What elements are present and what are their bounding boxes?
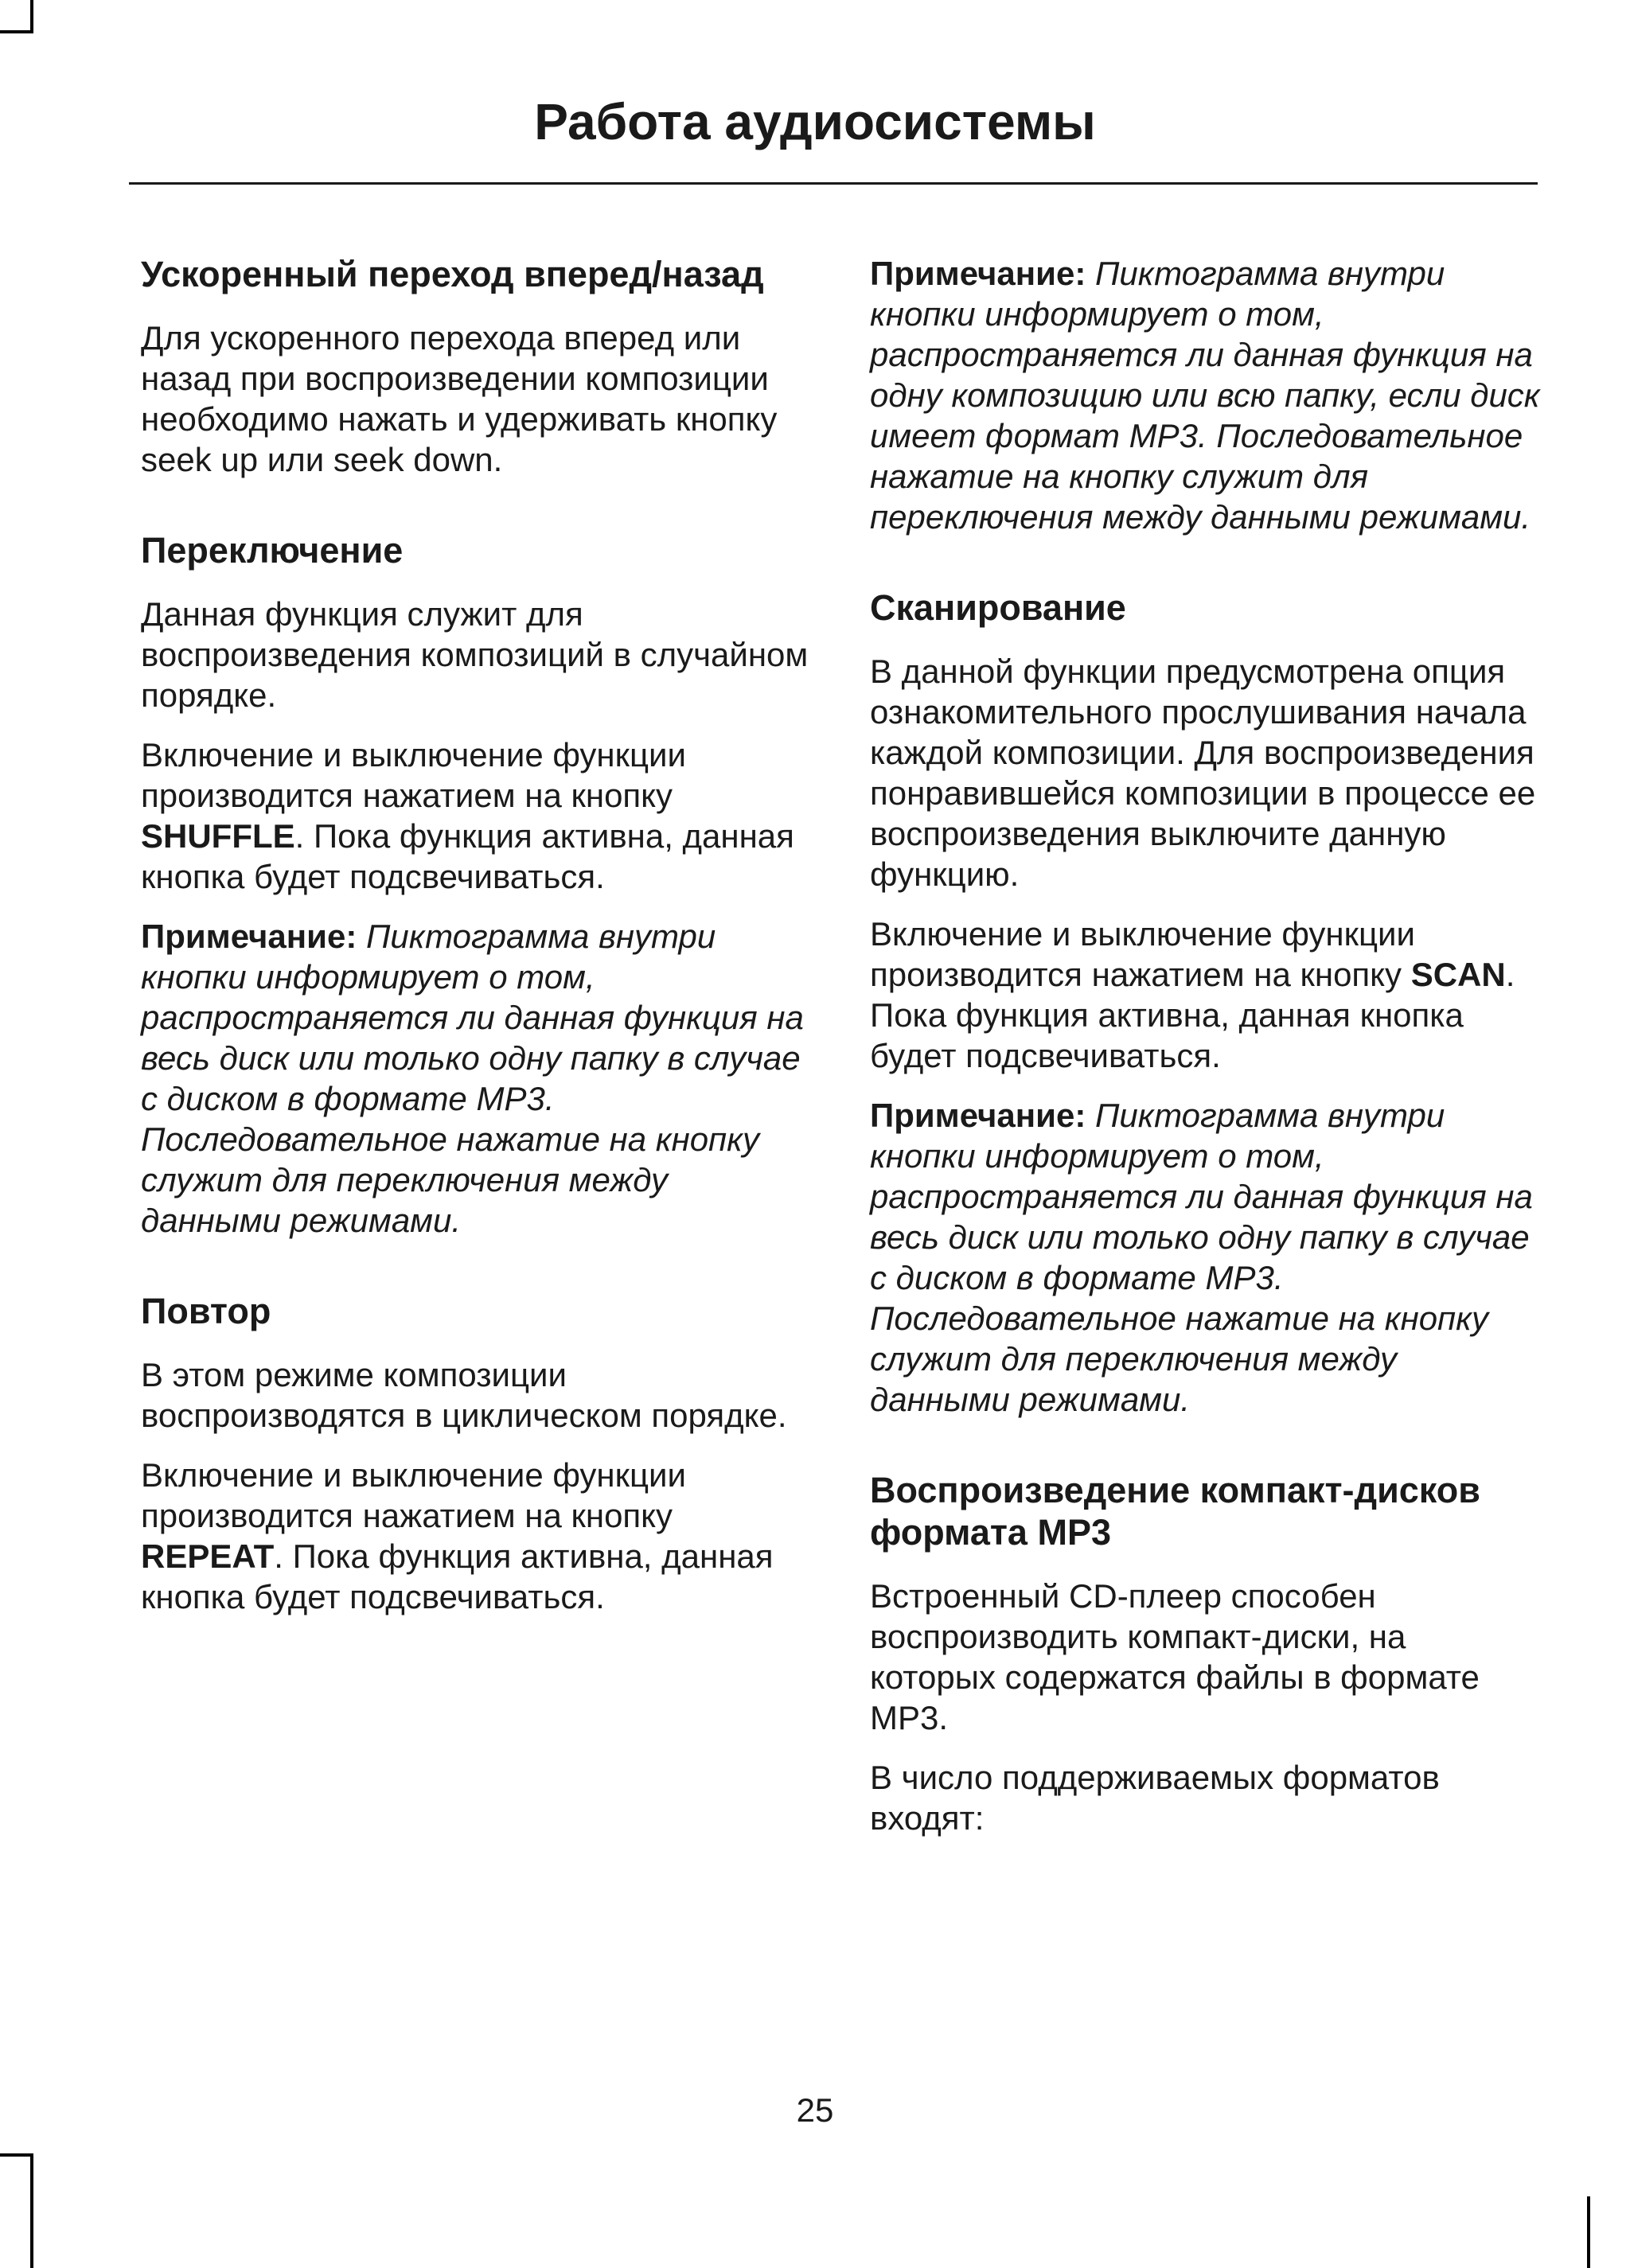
repeat-heading: Повтор [141, 1291, 271, 1331]
scan-text: В данной функции предусмотрена опция ознакомительного прослушивания начала каждой композиции. Для воспроизведения понравившейся композиции в процессе ее воспроизведения выключите данную функцию. [870, 653, 1536, 893]
scan-heading: Сканирование [870, 587, 1126, 628]
crop-mark-bottom-left-horizontal [0, 2153, 33, 2157]
repeat-note [870, 253, 1540, 537]
scan-button-name: SCAN [1410, 956, 1506, 993]
right-column [870, 253, 1540, 1857]
scan-toggle-text: Включение и выключение функции производится нажатием на кнопку SCAN. Пока функция активна, данная кнопка будет подсвечиваться. [870, 915, 1515, 1074]
repeat-toggle-text: Включение и выключение функции производится нажатием на кнопку REPEAT. Пока функция активна, данная кнопка будет подсвечиваться. [141, 1456, 774, 1615]
note-text: Пиктограмма внутри кнопки информирует о том, распространяется ли данная функция на весь диск или только одну папку в случае с диском в формате MP3. Последовательное нажатие на кнопку служит для переключения между данными режимами. [870, 1097, 1533, 1418]
repeat-button-name: REPEAT [141, 1537, 275, 1575]
shuffle-note [141, 916, 811, 1241]
note-label: Примечание: [870, 255, 1086, 292]
fast-forward-text: Для ускоренного перехода вперед или назад при воспроизведении композиции необходимо нажать и удерживать кнопку seek up или seek down. [141, 319, 778, 478]
crop-mark-top-left-vertical [30, 0, 33, 32]
repeat-text: В этом режиме композиции воспроизводятся в циклическом порядке. [141, 1356, 787, 1434]
crop-mark-bottom-left-vertical [30, 2153, 33, 2268]
note-text: Пиктограмма внутри кнопки информирует о том, распространяется ли данная функция на одну композицию или всю папку, если диск имеет формат MP3. Последовательное нажатие на кнопку служит для переключения между данными режимами. [870, 255, 1540, 536]
crop-mark-bottom-right-vertical [1587, 2196, 1590, 2268]
note-label: Примечание: [141, 918, 357, 955]
note-text: Пиктограмма внутри кнопки информирует о том, распространяется ли данная функция на весь диск или только одну папку в случае с диском в формате MP3. Последовательное нажатие на кнопку служит для переключения между данными режимами. [141, 918, 804, 1239]
fast-forward-heading: Ускоренный переход вперед/назад [141, 254, 764, 294]
note-label: Примечание: [870, 1097, 1086, 1134]
mp3-formats-text: В число поддерживаемых форматов входят: [870, 1759, 1440, 1837]
shuffle-button-name: SHUFFLE [141, 817, 295, 855]
title-divider [129, 182, 1538, 185]
left-column [141, 253, 811, 1636]
shuffle-heading: Переключение [141, 530, 404, 571]
shuffle-toggle-text: Включение и выключение функции производится нажатием на кнопку SHUFFLE. Пока функция активна, данная кнопка будет подсвечиваться. [141, 736, 794, 895]
page-number: 25 [796, 2091, 834, 2129]
mp3-text: Встроенный CD-плеер способен воспроизводить компакт-диски, на которых содержатся файлы в формате MP3. [870, 1577, 1480, 1736]
crop-mark-top-left-horizontal [0, 30, 33, 33]
page-title: Работа аудиосистемы [534, 93, 1096, 150]
mp3-heading: Воспроизведение компакт-дисков формата MP3 [870, 1470, 1480, 1553]
shuffle-text: Данная функция служит для воспроизведения композиций в случайном порядке. [141, 595, 809, 714]
scan-note [870, 1095, 1540, 1420]
